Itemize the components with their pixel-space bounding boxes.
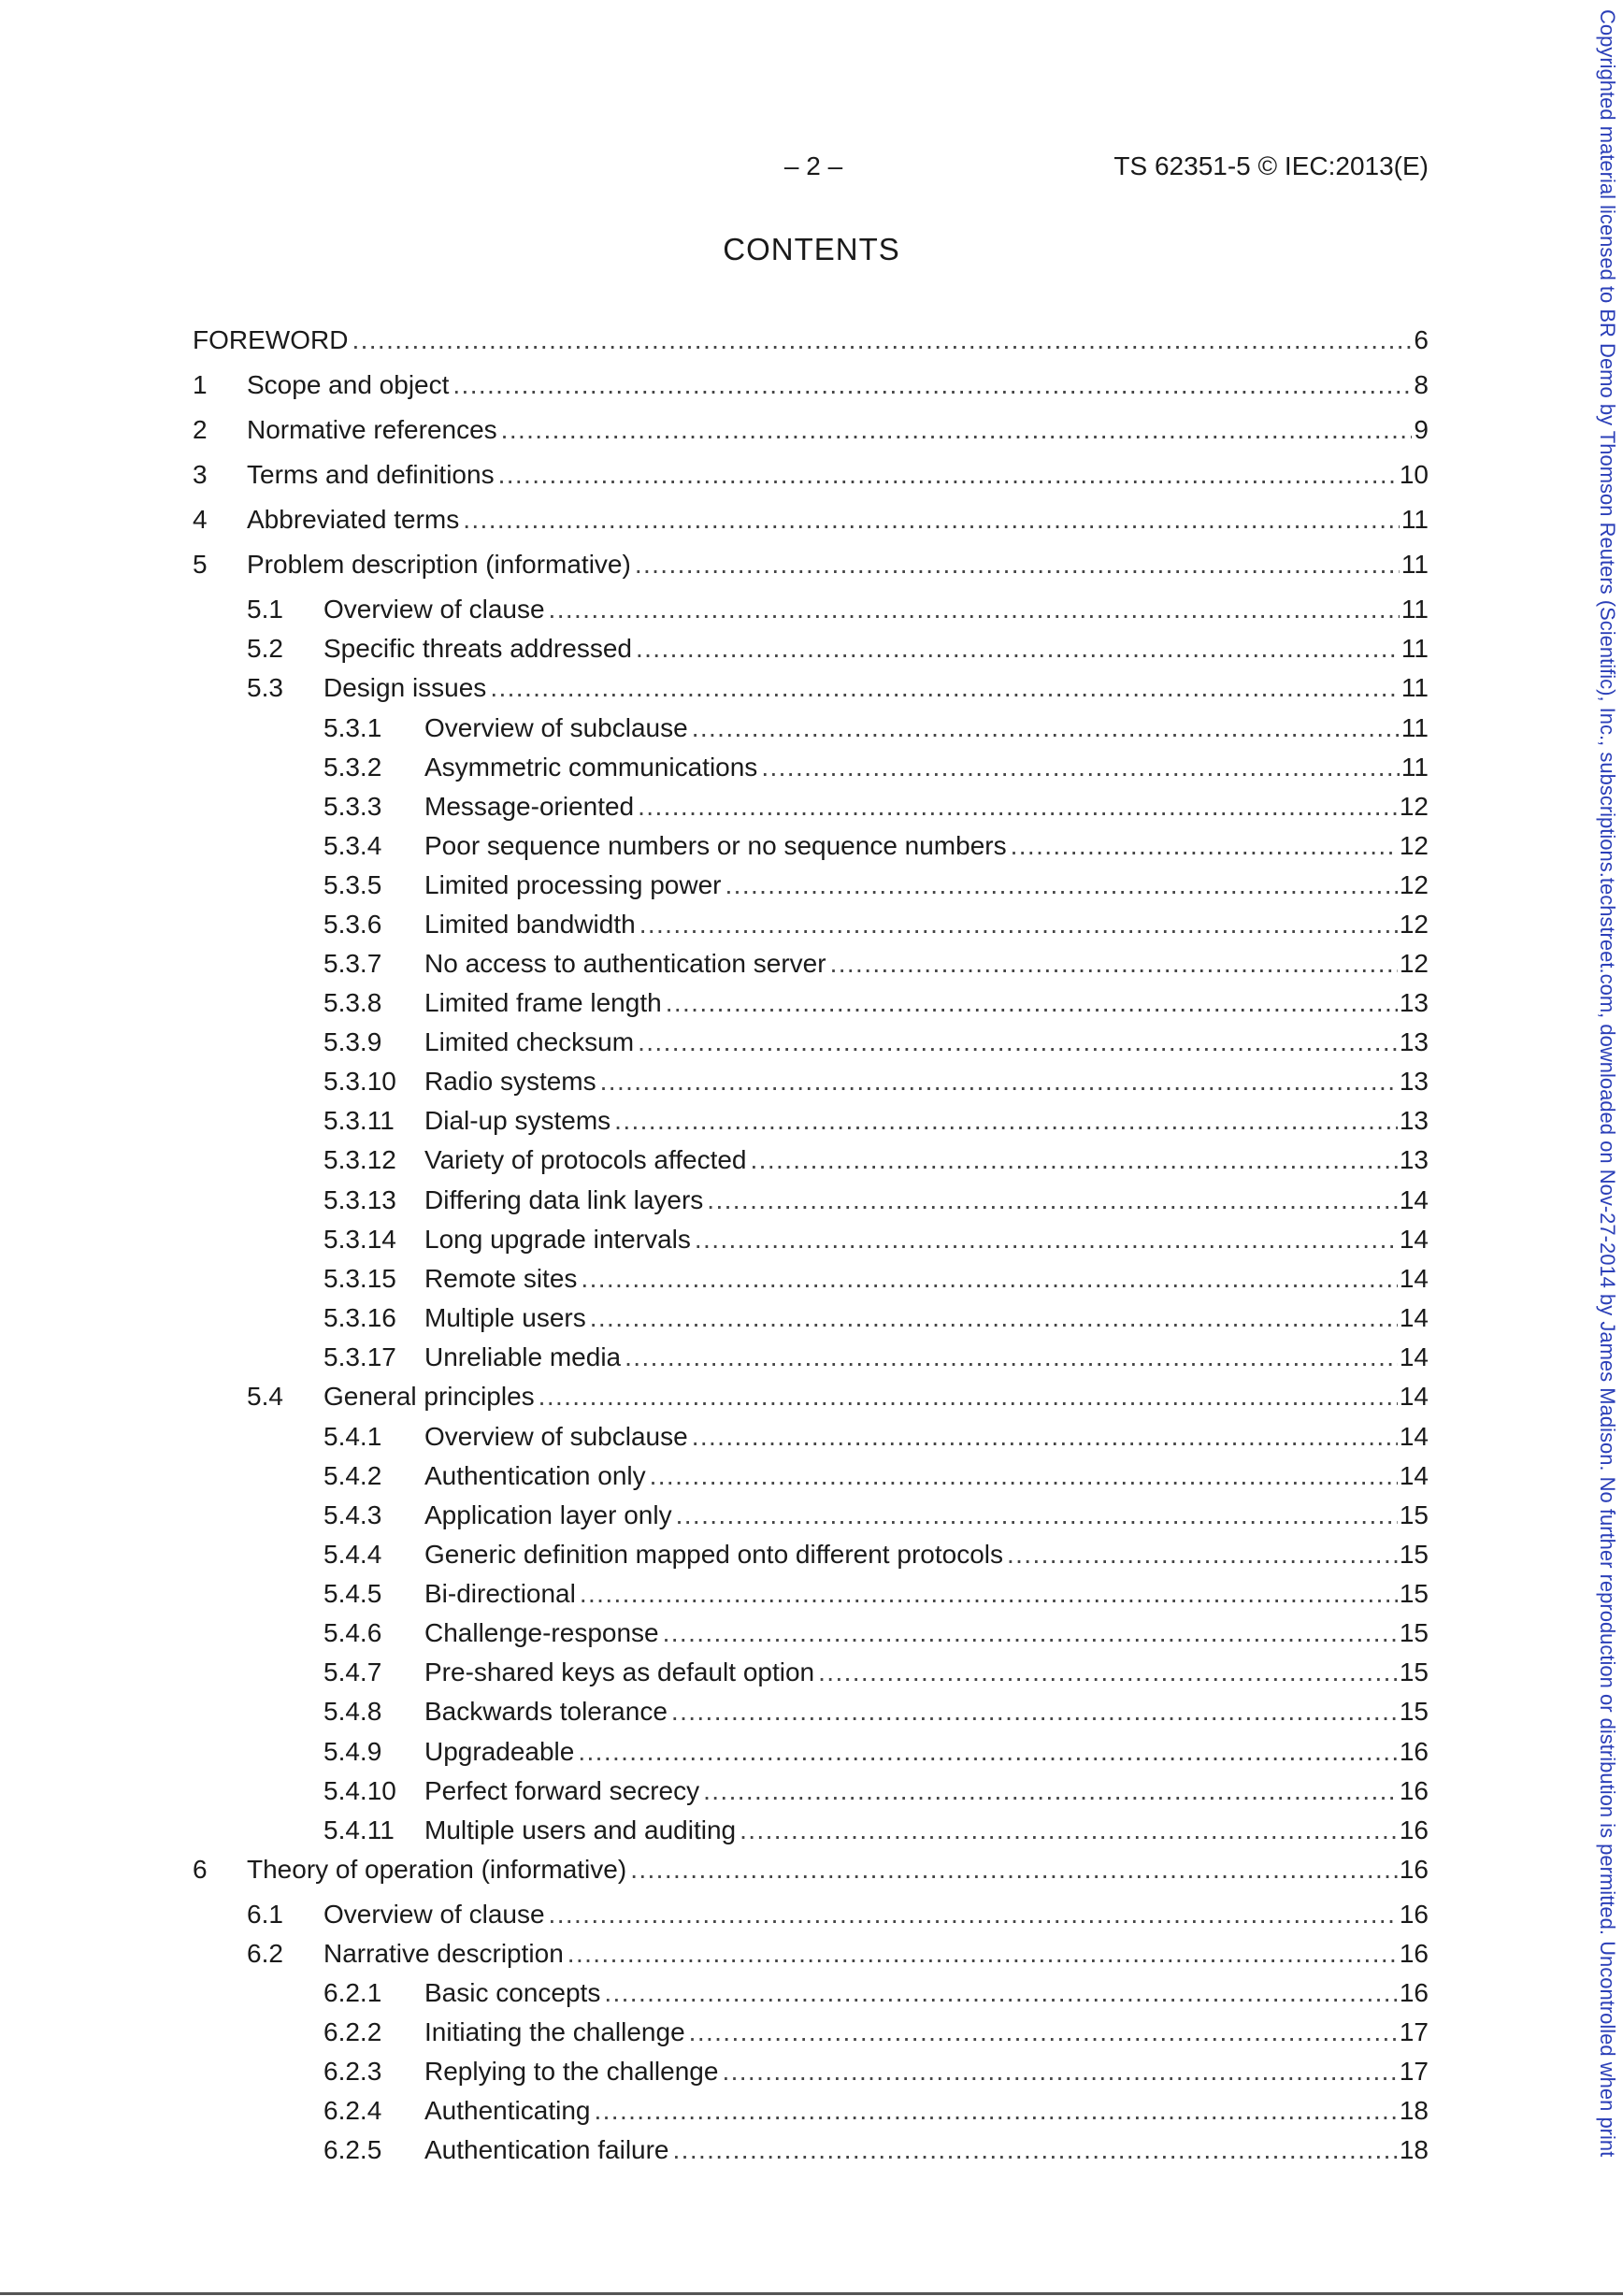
- toc-entry-title: Overview of subclause: [424, 713, 688, 742]
- toc-entry-title: Multiple users: [424, 1303, 586, 1332]
- toc-dot-leader: [707, 1183, 1398, 1218]
- toc-entry-page: 11: [1400, 673, 1429, 702]
- toc-entry[interactable]: [193, 1852, 1429, 1887]
- toc-entry-title: Scope and object: [247, 370, 450, 399]
- toc-entry-title: Differing data link layers: [424, 1185, 704, 1214]
- toc-dot-leader: [1011, 828, 1398, 864]
- toc-entry-page: 12: [1399, 831, 1429, 860]
- toc-entry-number: 6: [193, 1855, 208, 1884]
- toc-dot-leader: [725, 868, 1398, 903]
- toc-entry-title: Initiating the challenge: [424, 2017, 685, 2046]
- toc-entry[interactable]: [193, 1261, 1429, 1297]
- toc-entry-title: Limited bandwidth: [424, 910, 636, 939]
- toc-dot-leader: [567, 1936, 1398, 1972]
- toc-entry[interactable]: [193, 1615, 1429, 1651]
- toc-entry-page: 17: [1399, 2057, 1429, 2086]
- toc-entry[interactable]: [193, 2093, 1429, 2129]
- toc-entry-title: Theory of operation (informative): [247, 1855, 627, 1884]
- toc-entry-title: Poor sequence numbers or no sequence numbers: [424, 831, 1007, 860]
- toc-entry[interactable]: [193, 1222, 1429, 1257]
- toc-entry-page: 11: [1400, 505, 1429, 534]
- toc-entry[interactable]: [193, 1655, 1429, 1690]
- toc-entry[interactable]: [193, 1537, 1429, 1572]
- toc-entry-number: 6.1: [247, 1900, 283, 1929]
- toc-entry-page: 11: [1400, 713, 1429, 742]
- toc-entry[interactable]: [193, 1103, 1429, 1139]
- toc-entry[interactable]: [193, 1142, 1429, 1178]
- toc-entry[interactable]: [193, 1300, 1429, 1336]
- toc-entry-page: 13: [1399, 1106, 1429, 1135]
- toc-entry-number: 5.1: [247, 595, 283, 624]
- toc-entry-number: 5.3.17: [323, 1342, 396, 1371]
- toc-entry-title: Narrative description: [323, 1939, 564, 1968]
- toc-entry[interactable]: [193, 1576, 1429, 1612]
- toc-entry-number: 3: [193, 460, 208, 489]
- toc-entry-number: 5.4.8: [323, 1697, 382, 1726]
- toc-entry-number: 6.2.3: [323, 2057, 382, 2086]
- toc-entry-page: 15: [1399, 1500, 1429, 1529]
- toc-entry-number: 5.4.7: [323, 1657, 382, 1686]
- toc-entry-title: Radio systems: [424, 1067, 596, 1096]
- toc-entry-number: 5.3.6: [323, 910, 382, 939]
- toc-entry-page: 11: [1400, 634, 1429, 663]
- toc-entry[interactable]: [193, 367, 1429, 403]
- toc-dot-leader: [630, 1852, 1398, 1887]
- toc-entry-page: 13: [1399, 988, 1429, 1017]
- toc-entry-number: 2: [193, 415, 208, 444]
- toc-entry-page: 13: [1399, 1027, 1429, 1056]
- toc-entry-title: Terms and definitions: [247, 460, 495, 489]
- toc-entry-title: Overview of subclause: [424, 1422, 688, 1451]
- toc-entry-page: 13: [1399, 1145, 1429, 1174]
- toc-entry-title: Application layer only: [424, 1500, 672, 1529]
- toc-entry[interactable]: [193, 2015, 1429, 2050]
- toc-entry-title: FOREWORD: [193, 325, 349, 354]
- toc-dot-leader: [594, 2093, 1397, 2129]
- toc-entry[interactable]: [193, 2054, 1429, 2089]
- toc-entry-number: 5.3.8: [323, 988, 382, 1017]
- toc-entry[interactable]: [193, 828, 1429, 864]
- toc-entry-title: Dial-up systems: [424, 1106, 611, 1135]
- toc-dot-leader: [580, 1576, 1398, 1612]
- toc-entry-title: Challenge-response: [424, 1618, 659, 1647]
- toc-entry-number: 5.3.12: [323, 1145, 396, 1174]
- toc-dot-leader: [452, 367, 1412, 403]
- toc-entry-number: 6.2.1: [323, 1978, 382, 2007]
- toc-dot-leader: [692, 710, 1400, 746]
- toc-entry-title: Asymmetric communications: [424, 753, 758, 782]
- toc-dot-leader: [818, 1655, 1398, 1690]
- toc-entry[interactable]: [193, 1694, 1429, 1729]
- toc-entry-title: Perfect forward secrecy: [424, 1776, 700, 1805]
- toc-entry-number: 6.2.5: [323, 2135, 382, 2164]
- toc-entry-page: 13: [1399, 1067, 1429, 1096]
- toc-entry-page: 15: [1399, 1579, 1429, 1608]
- toc-entry-number: 5.4.1: [323, 1422, 382, 1451]
- toc-entry-number: 5.3.1: [323, 713, 382, 742]
- toc-entry-page: 16: [1399, 1737, 1429, 1766]
- toc-entry[interactable]: [193, 457, 1429, 493]
- toc-entry[interactable]: [193, 789, 1429, 825]
- toc-entry[interactable]: [193, 1897, 1429, 1932]
- toc-entry-page: 14: [1399, 1342, 1429, 1371]
- toc-entry-title: Overview of clause: [323, 595, 545, 624]
- toc-entry-number: 5.3.14: [323, 1225, 396, 1254]
- toc-dot-leader: [666, 985, 1398, 1021]
- toc-entry-title: Multiple users and auditing: [424, 1815, 737, 1844]
- toc-entry[interactable]: [193, 1340, 1429, 1375]
- toc-dot-leader: [638, 1025, 1398, 1060]
- toc-entry-number: 5.4.5: [323, 1579, 382, 1608]
- toc-dot-leader: [604, 1975, 1398, 2011]
- toc-entry-number: 1: [193, 370, 208, 399]
- toc-dot-leader: [352, 323, 1412, 358]
- toc-dot-leader: [635, 547, 1400, 582]
- toc-entry-page: 14: [1399, 1225, 1429, 1254]
- toc-entry-number: 5.4.10: [323, 1776, 396, 1805]
- toc-entry-page: 10: [1399, 460, 1429, 489]
- toc-entry-page: 9: [1414, 415, 1429, 444]
- toc-entry-page: 12: [1399, 792, 1429, 821]
- toc-entry[interactable]: [193, 1419, 1429, 1455]
- toc-dot-leader: [751, 1142, 1398, 1178]
- toc-entry-title: Specific threats addressed: [323, 634, 632, 663]
- toc-dot-leader: [676, 1498, 1398, 1533]
- toc-entry-title: Variety of protocols affected: [424, 1145, 747, 1174]
- toc-entry[interactable]: [193, 1025, 1429, 1060]
- toc-entry-number: 5.3.15: [323, 1264, 396, 1293]
- toc-entry-number: 5.3.9: [323, 1027, 382, 1056]
- toc-entry[interactable]: [193, 1734, 1429, 1770]
- toc-entry[interactable]: [193, 868, 1429, 903]
- toc-entry-page: 14: [1399, 1461, 1429, 1490]
- toc-entry-page: 14: [1399, 1303, 1429, 1332]
- toc-entry-page: 16: [1399, 1855, 1429, 1884]
- toc-entry-number: 6.2.4: [323, 2096, 382, 2125]
- toc-entry[interactable]: [193, 907, 1429, 942]
- toc-entry[interactable]: [193, 1379, 1429, 1414]
- toc-entry[interactable]: [193, 710, 1429, 746]
- toc-entry[interactable]: [193, 1064, 1429, 1099]
- toc-entry[interactable]: [193, 1183, 1429, 1218]
- toc-entry-title: Problem description (informative): [247, 550, 631, 579]
- toc-entry-page: 14: [1399, 1264, 1429, 1293]
- toc-entry-title: Remote sites: [424, 1264, 578, 1293]
- toc-entry-title: Abbreviated terms: [247, 505, 460, 534]
- toc-entry-number: 5.3.2: [323, 753, 382, 782]
- toc-entry-number: 5.4: [247, 1382, 283, 1411]
- toc-dot-leader: [722, 2054, 1397, 2089]
- toc-entry-title: Replying to the challenge: [424, 2057, 719, 2086]
- toc-dot-leader: [549, 1897, 1398, 1932]
- toc-dot-leader: [703, 1773, 1398, 1809]
- toc-entry-page: 12: [1399, 949, 1429, 978]
- copyright-watermark: [1593, 9, 1621, 2290]
- toc-entry-title: Overview of clause: [323, 1900, 545, 1929]
- watermark-text: Copyrighted material licensed to BR Demo by Thomson Reuters (Scientific), Inc., subscriptions.techstreet.com, downloaded on Nov-27-2014 by James Madison. No further reproduction or distribution is permitted. Uncontrolled when print: [1596, 9, 1619, 2158]
- toc-dot-leader: [463, 502, 1400, 538]
- toc-dot-leader: [673, 2132, 1398, 2168]
- toc-entry-number: 6.2: [247, 1939, 283, 1968]
- toc-entry-number: 4: [193, 505, 208, 534]
- toc-entry-page: 16: [1399, 1939, 1429, 1968]
- toc-dot-leader: [650, 1458, 1398, 1494]
- toc-dot-leader: [663, 1615, 1398, 1651]
- toc-entry-page: 18: [1399, 2135, 1429, 2164]
- contents-heading: CONTENTS: [723, 232, 900, 266]
- toc-entry-number: 5.3.7: [323, 949, 382, 978]
- toc-dot-leader: [578, 1734, 1398, 1770]
- toc-dot-leader: [740, 1813, 1398, 1848]
- toc-entry-page: 16: [1399, 1776, 1429, 1805]
- toc-entry-page: 15: [1399, 1657, 1429, 1686]
- toc-entry-page: 18: [1399, 2096, 1429, 2125]
- toc-entry-title: Generic definition mapped onto different protocols: [424, 1540, 1003, 1569]
- toc-dot-leader: [695, 1222, 1398, 1257]
- toc-entry-title: Authentication only: [424, 1461, 646, 1490]
- toc-entry-title: Limited frame length: [424, 988, 662, 1017]
- toc-entry-page: 11: [1400, 753, 1429, 782]
- toc-entry-page: 16: [1399, 1900, 1429, 1929]
- toc-entry-number: 5.3.16: [323, 1303, 396, 1332]
- toc-entry-number: 5.3.5: [323, 870, 382, 899]
- toc-entry-title: Message-oriented: [424, 792, 635, 821]
- toc-dot-leader: [590, 1300, 1398, 1336]
- toc-entry[interactable]: [193, 985, 1429, 1021]
- toc-entry-number: 5.4.4: [323, 1540, 382, 1569]
- toc-dot-leader: [539, 1379, 1398, 1414]
- toc-dot-leader: [761, 750, 1400, 785]
- toc-entry-title: Design issues: [323, 673, 487, 702]
- toc-entry-number: 5.3.11: [323, 1106, 395, 1135]
- toc-entry-page: 8: [1414, 370, 1429, 399]
- toc-entry-number: 5.3.3: [323, 792, 382, 821]
- toc-entry-title: Authentication failure: [424, 2135, 669, 2164]
- toc-dot-leader: [1007, 1537, 1398, 1572]
- toc-entry-page: 14: [1399, 1382, 1429, 1411]
- toc-entry[interactable]: [193, 412, 1429, 448]
- toc-entry-number: 5.4.3: [323, 1500, 382, 1529]
- toc-dot-leader: [689, 2015, 1398, 2050]
- toc-entry[interactable]: [193, 502, 1429, 538]
- toc-entry-number: 5.3: [247, 673, 283, 702]
- toc-entry[interactable]: [193, 1813, 1429, 1848]
- toc-entry[interactable]: [193, 547, 1429, 582]
- toc-entry[interactable]: [193, 631, 1429, 667]
- toc-entry-page: 12: [1399, 910, 1429, 939]
- toc-entry-title: Upgradeable: [424, 1737, 575, 1766]
- toc-entry[interactable]: [193, 1773, 1429, 1809]
- toc-dot-leader: [549, 592, 1400, 627]
- toc-dot-leader: [600, 1064, 1398, 1099]
- toc-entry-page: 15: [1399, 1618, 1429, 1647]
- toc-entry-page: 16: [1399, 1978, 1429, 2007]
- toc-dot-leader: [614, 1103, 1398, 1139]
- toc-entry-title: No access to authentication server: [424, 949, 826, 978]
- toc-entry-number: 5.4.2: [323, 1461, 382, 1490]
- toc-dot-leader: [830, 946, 1398, 982]
- toc-entry-page: 6: [1414, 325, 1429, 354]
- toc-entry[interactable]: [193, 750, 1429, 785]
- toc-dot-leader: [501, 412, 1413, 448]
- toc-entry[interactable]: [193, 946, 1429, 982]
- toc-entry-page: 12: [1399, 870, 1429, 899]
- toc-entry[interactable]: [193, 1936, 1429, 1972]
- toc-entry-page: 17: [1399, 2017, 1429, 2046]
- toc-dot-leader: [671, 1694, 1398, 1729]
- document-id: TS 62351-5 © IEC:2013(E): [1113, 151, 1429, 180]
- toc-entry[interactable]: [193, 670, 1429, 706]
- toc-entry-number: 5.3.13: [323, 1185, 396, 1214]
- toc-entry-title: Basic concepts: [424, 1978, 601, 2007]
- toc-dot-leader: [581, 1261, 1397, 1297]
- toc-entry-page: 15: [1399, 1540, 1429, 1569]
- toc-entry-title: Unreliable media: [424, 1342, 622, 1371]
- toc-entry-title: Backwards tolerance: [424, 1697, 668, 1726]
- toc-entry[interactable]: [193, 1975, 1429, 2011]
- toc-entry-title: Bi-directional: [424, 1579, 576, 1608]
- toc-entry[interactable]: [193, 1458, 1429, 1494]
- toc-entry[interactable]: [193, 592, 1429, 627]
- toc-entry-number: 5.4.11: [323, 1815, 395, 1844]
- toc-entry-number: 6.2.2: [323, 2017, 382, 2046]
- toc-entry-number: 5.4.9: [323, 1737, 382, 1766]
- page-number: – 2 –: [783, 151, 843, 180]
- toc-entry[interactable]: [193, 323, 1429, 358]
- toc-dot-leader: [490, 670, 1400, 706]
- toc-entry-number: 5: [193, 550, 208, 579]
- toc-entry-page: 14: [1399, 1185, 1429, 1214]
- toc-entry-page: 15: [1399, 1697, 1429, 1726]
- toc-entry-title: Limited processing power: [424, 870, 722, 899]
- toc-dot-leader: [625, 1340, 1398, 1375]
- toc-entry[interactable]: [193, 1498, 1429, 1533]
- toc-entry-page: 16: [1399, 1815, 1429, 1844]
- toc-entry-page: 11: [1400, 595, 1429, 624]
- toc-entry-title: General principles: [323, 1382, 535, 1411]
- toc-entry-title: Long upgrade intervals: [424, 1225, 691, 1254]
- toc-entry-page: 14: [1399, 1422, 1429, 1451]
- toc-entry-number: 5.2: [247, 634, 283, 663]
- toc-entry-title: Limited checksum: [424, 1027, 635, 1056]
- toc-entry-number: 5.3.4: [323, 831, 382, 860]
- toc-dot-leader: [498, 457, 1398, 493]
- toc-entry-page: 11: [1400, 550, 1429, 579]
- page-bottom-rule: [0, 2292, 1623, 2295]
- toc-dot-leader: [639, 907, 1398, 942]
- toc-entry-title: Normative references: [247, 415, 497, 444]
- toc-entry[interactable]: [193, 2132, 1429, 2168]
- toc-entry-number: 5.3.10: [323, 1067, 396, 1096]
- toc-dot-leader: [692, 1419, 1398, 1455]
- toc-entry-title: Pre-shared keys as default option: [424, 1657, 815, 1686]
- toc-entry-number: 5.4.6: [323, 1618, 382, 1647]
- toc-entry-title: Authenticating: [424, 2096, 591, 2125]
- toc-dot-leader: [638, 789, 1398, 825]
- toc-dot-leader: [636, 631, 1400, 667]
